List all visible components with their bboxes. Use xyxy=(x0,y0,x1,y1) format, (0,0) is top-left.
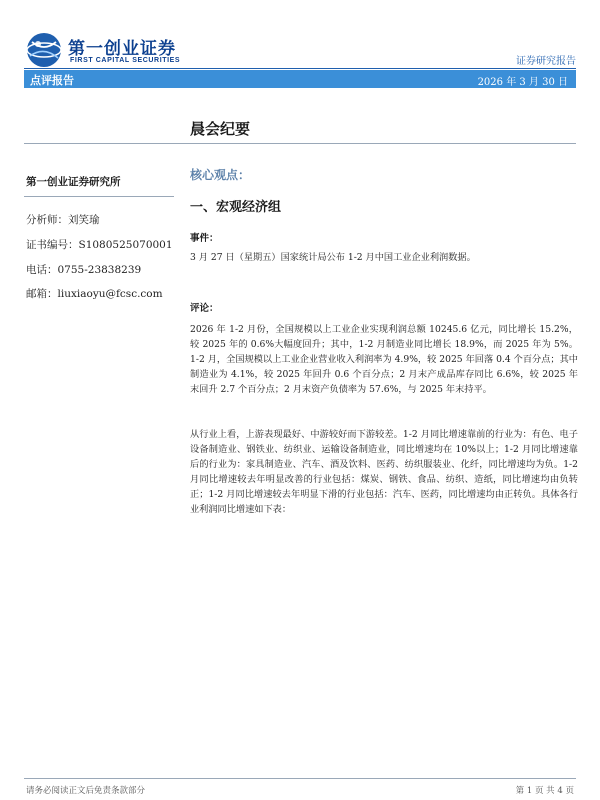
footer-divider xyxy=(24,778,576,779)
logo-english-name: FIRST CAPITAL SECURITIES xyxy=(70,57,181,64)
event-label: 事件： xyxy=(190,233,219,244)
title-divider xyxy=(24,143,576,144)
sidebar-divider xyxy=(24,196,174,197)
comment-label: 评论： xyxy=(190,303,219,314)
report-category: 点评报告 xyxy=(30,74,74,87)
page-title: 晨会纪要 xyxy=(190,120,251,138)
report-type-label: 证券研究报告 xyxy=(516,56,576,67)
research-institute: 第一创业证券研究所 xyxy=(26,176,121,188)
globe-logo-icon xyxy=(24,30,64,70)
analyst-name: 分析师：刘笑瑜 xyxy=(26,214,100,226)
comment-paragraph-2: 从行业上看，上游表现最好、中游较好而下游较差。1-2 月同比增速靠前的行业为：有色、电子设备制造业、钢铁业、纺织业、运输设备制造业，同比增速均在 10%以上；1-2 月同比增速靠后的行业为：家具制造业、汽车、酒及饮料、医药、纺织服装业、化纤，同比增速均为负。1-2 月同比增速较去年明显改善的行业包括：煤炭、钢铁、食品、纺织、造纸，同比增速均由负转正；1-2 月同比增速较去年明显下滑的行业包括：汽车、医药，同比增速均由正转负。具体各行业利润同比增速如下表： xyxy=(190,429,578,515)
header-band xyxy=(24,70,576,88)
section-heading: 一、宏观经济组 xyxy=(190,200,282,215)
email-link[interactable]: 邮箱：liuxiaoyu@fcsc.com xyxy=(26,288,163,300)
certificate-number: 证书编号：S1080525070001 xyxy=(26,239,173,251)
event-text: 3 月 27 日（星期五）国家统计局公布 1-2 月中国工业企业利润数据。 xyxy=(190,252,476,263)
company-logo xyxy=(24,30,204,70)
comment-paragraph-1: 2026 年 1-2 月份，全国规模以上工业企业实现利润总额 10245.6 亿元，同比增长 15.2%，较 2025 年的 0.6%大幅度回升；其中，1-2 月制造业同比增长 18.9%，而 2025 年为 5%。1-2 月，全国规模以上工业企业营业收入利润率为 4.9%，较 2025 年回落 0.4 个百分点；其中制造业为 4.1%，较 2025 年回升 0.6 个百分点；2 月末产成品库存同比 6.6%，较 2025 年末回升 2.7 个百分点；2 月末资产负债率为 57.6%，与 2025 年末持平。 xyxy=(190,324,578,395)
disclaimer-note: 请务必阅读正文后免责条款部分 xyxy=(26,786,146,796)
report-date: 2026 年 3 月 30 日 xyxy=(477,77,568,88)
logo-chinese-name: 第一创业证券 xyxy=(68,39,176,59)
core-view-heading: 核心观点： xyxy=(190,168,251,182)
page-number: 第 1 页 共 4 页 xyxy=(515,786,574,796)
header-divider xyxy=(24,68,576,69)
phone-number: 电话：0755-23838239 xyxy=(26,264,142,276)
